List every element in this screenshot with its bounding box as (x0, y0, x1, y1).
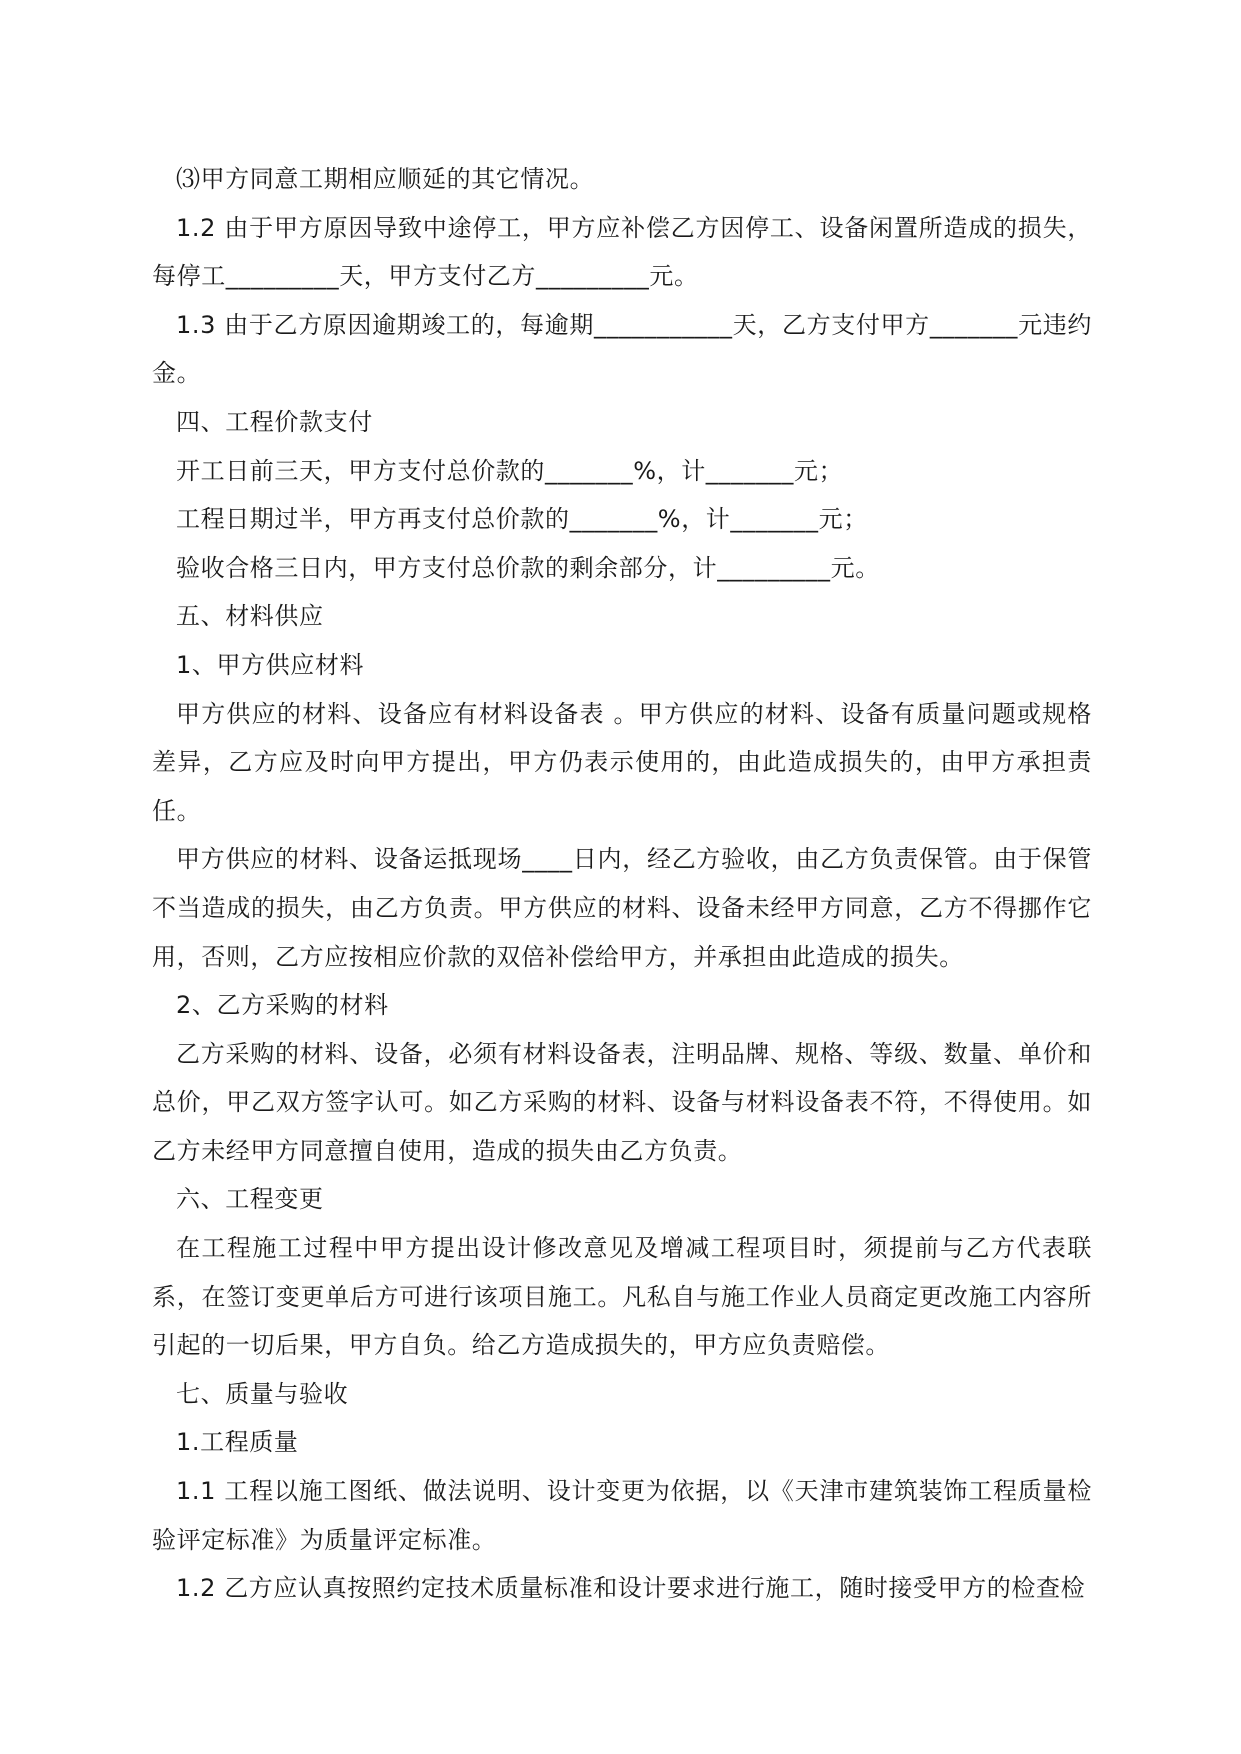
paragraph-change-procedure: 在工程施工过程中甲方提出设计修改意见及增减工程项目时，须提前与乙方代表联系，在签订变更单后方可进行该项目施工。凡私自与施工作业人员商定更改施工内容所引起的一切后果，甲方自负。给乙方造成损失的，甲方应负责赔偿。 (152, 1234, 1092, 1360)
section-heading-payment: 四、工程价款支付 (176, 407, 373, 436)
subheading-engineering-quality: 1.工程质量 (176, 1428, 299, 1457)
section-heading-changes: 六、工程变更 (176, 1185, 324, 1214)
document-body (152, 155, 1092, 1613)
paragraph-clause-1-2-party-a-stoppage: 1.2 由于甲方原因导致中途停工，甲方应补偿乙方因停工、设备闲置所造成的损失，每停工_________天，甲方支付乙方_________元。 (152, 213, 1092, 291)
paragraph-payment-midway: 工程日期过半，甲方再支付总价款的_______%，计_______元； (176, 505, 868, 534)
paragraph-clause-1-3-overdue-completion: 1.3 由于乙方原因逾期竣工的，每逾期___________天，乙方支付甲方_______元违约金。 (152, 310, 1092, 388)
paragraph-delay-other-cases: ⑶甲方同意工期相应顺延的其它情况。 (176, 165, 595, 193)
paragraph-party-b-materials-rules: 乙方采购的材料、设备，必须有材料设备表，注明品牌、规格、等级、数量、单价和总价，甲乙双方签字认可。如乙方采购的材料、设备与材料设备表不符，不得使用。如乙方未经甲方同意擅自使用，造成的损失由乙方负责。 (152, 1039, 1092, 1165)
subheading-party-b-materials: 2、乙方采购的材料 (176, 991, 389, 1020)
paragraph-party-a-materials-quality: 甲方供应的材料、设备应有材料设备表 。甲方供应的材料、设备有质量问题或规格差异，乙方应及时向甲方提出，甲方仍表示使用的，由此造成损失的，由甲方承担责任。 (152, 699, 1092, 825)
paragraph-payment-after-acceptance: 验收合格三日内，甲方支付总价款的剩余部分，计_________元。 (176, 553, 880, 582)
subheading-party-a-materials: 1、甲方供应材料 (176, 650, 365, 679)
section-heading-materials: 五、材料供应 (176, 602, 324, 631)
paragraph-quality-standard: 1.1 工程以施工图纸、做法说明、设计变更为依据，以《天津市建筑装饰工程质量检验评定标准》为质量评定标准。 (152, 1477, 1092, 1554)
paragraph-party-a-materials-custody: 甲方供应的材料、设备运抵现场____日内，经乙方验收，由乙方负责保管。由于保管不当造成的损失，由乙方负责。甲方供应的材料、设备未经甲方同意，乙方不得挪作它用，否则，乙方应按相应价款的双倍补偿给甲方，并承担由此造成的损失。 (152, 845, 1092, 971)
paragraph-payment-before-start: 开工日前三天，甲方支付总价款的_______%，计_______元； (176, 456, 844, 485)
section-heading-quality-acceptance: 七、质量与验收 (176, 1379, 349, 1408)
paragraph-quality-construction: 1.2 乙方应认真按照约定技术质量标准和设计要求进行施工，随时接受甲方的检查检 (176, 1574, 1086, 1603)
